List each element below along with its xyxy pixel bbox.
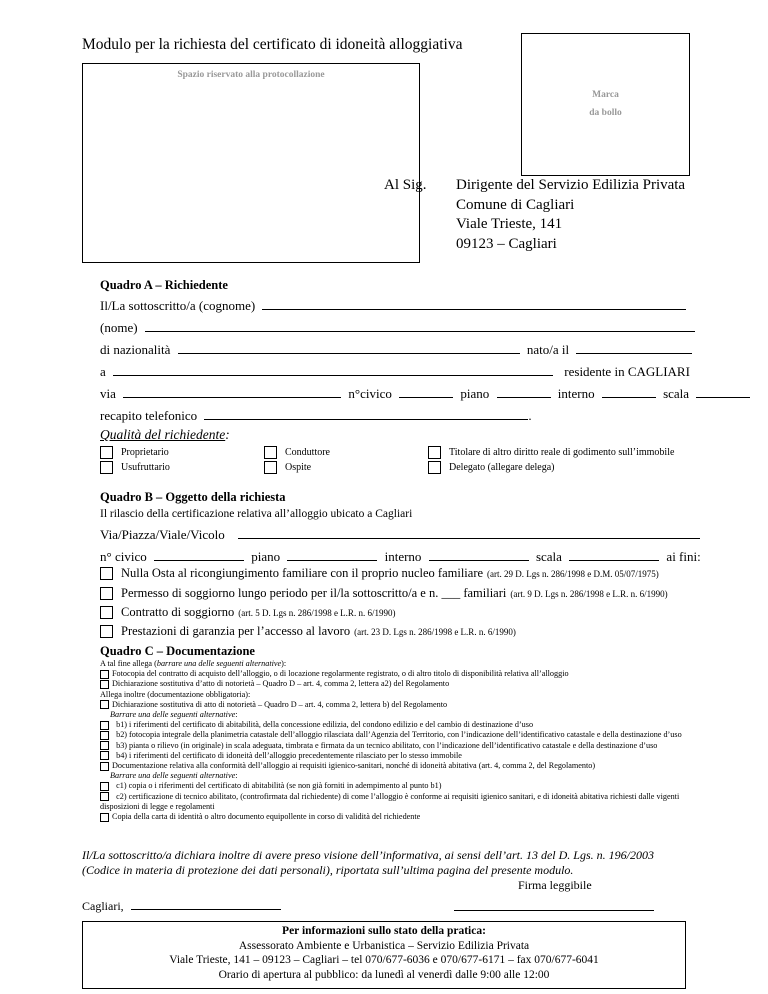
b-civico-label: n° civico — [100, 549, 147, 564]
row-b-civico — [100, 549, 701, 565]
footer-line: Orario di apertura al pubblico: da lunedì al venerdì dalle 9:00 alle 12:00 — [218, 968, 550, 981]
c-b4[interactable]: b4) i riferimenti del certificato di idoneità dell’alloggio precedentemente rilasciato per lo stesso immobile — [100, 751, 690, 761]
c-c2[interactable]: c2) certificazione di tecnico abilitato, (controfirmata dal richiedente) di come l’alloggio è conforme ai requisiti igienico sanitari, e di idoneità abitativa richiesti dalle vigenti disposizioni di legge e regolamenti — [100, 791, 680, 811]
row-recapito: recapito telefonico . — [100, 408, 532, 423]
option-usufruttario[interactable]: Usufruttario — [100, 461, 170, 474]
nato-il-label: nato/a il — [526, 342, 570, 357]
quadro-b-title: Quadro B – Oggetto della richiesta — [100, 490, 286, 504]
c-intro: A tal fine allega (barrare una delle seguenti alternative): — [100, 659, 287, 668]
address-line: Dirigente del Servizio Edilizia Privata — [456, 177, 686, 193]
b-via-label: Via/Piazza/Viale/Vicolo — [100, 527, 225, 542]
checkbox[interactable] — [100, 741, 109, 750]
quadro-a-title: Quadro A – Richiedente — [100, 278, 228, 292]
checkbox[interactable] — [100, 680, 109, 689]
info-footer — [82, 921, 686, 989]
c-b2[interactable]: b2) fotocopia integrale della planimetria catastale dell’alloggio rilasciata dall’Agenzia del Territorio, con l’indicazione dell’identificativo catastale e della destinazione d’uso — [100, 730, 690, 740]
checkbox[interactable] — [100, 751, 109, 760]
scope-permesso[interactable]: Permesso di soggiorno lungo periodo per il/la sottoscritto/a e n. ___ familiari (art. 9 D. Lgs n. 286/1998 e L.R. n. 6/1990) — [100, 586, 668, 601]
date-line — [82, 898, 281, 914]
c-alt2[interactable]: Dichiarazione sostitutiva d’atto di notorietà – Quadro D – art. 4, comma 2, lettera a2) del Regolamento — [100, 679, 690, 689]
c-dich-b[interactable]: Dichiarazione sostitutiva di atto di notorietà – Quadro D – art. 4, comma 2, lettera b) del Regolamento — [100, 700, 690, 710]
checkbox[interactable] — [100, 792, 109, 801]
checkbox[interactable] — [100, 625, 113, 638]
privacy-declaration: Il/La sottoscritto/a dichiara inoltre di avere preso visione dell’informativa, ai sensi dell’art. 13 del D. Lgs. n. 196/2003 (Codice in materia di protezione dei dati personali), riportata sull’ultima pagina del presente modulo. — [82, 848, 654, 877]
cognome-label: Il/La sottoscritto/a (cognome) — [100, 298, 256, 313]
interno-label: interno — [557, 386, 595, 401]
quadro-c-title: Quadro C – Documentazione — [100, 644, 255, 658]
quadro-b-intro: Il rilascio della certificazione relativa all’alloggio ubicato a Cagliari — [100, 508, 413, 520]
nazionalita-field[interactable] — [178, 342, 520, 354]
checkbox[interactable] — [100, 721, 109, 730]
b-piano-field[interactable] — [287, 549, 377, 561]
address-prefix: Al Sig. — [384, 177, 427, 193]
b-scala-field[interactable] — [569, 549, 659, 561]
option-conduttore[interactable]: Conduttore — [264, 446, 330, 459]
checkbox[interactable] — [264, 461, 277, 474]
residente-label: residente in CAGLIARI — [564, 364, 690, 379]
c-conf[interactable]: Documentazione relativa alla conformità dell’alloggio ai requisiti igienico-sanitari, nonché di idoneità abitativa (art. 4, comma 2, del Regolamento) — [100, 761, 690, 771]
scope-ricongiungimento[interactable]: Nulla Osta al ricongiungimento familiare con il proprio nucleo familiare (art. 29 D. Lgs n. 286/1998 e D.M. 05/07/1975) — [100, 566, 659, 581]
scala-label: scala — [663, 386, 690, 401]
footer-line: Viale Trieste, 141 – 09123 – Cagliari – tel 070/677-6036 e 070/677-6171 – fax 070/677-6041 — [169, 954, 599, 966]
nato-il-field[interactable] — [576, 342, 692, 354]
page-title: Modulo per la richiesta del certificato di idoneità alloggiativa — [82, 36, 463, 53]
option-titolare[interactable]: Titolare di altro diritto reale di godimento sull’immobile — [428, 446, 674, 459]
address-line: 09123 – Cagliari — [456, 235, 557, 252]
row-nazionalita — [100, 342, 692, 358]
recapito-field[interactable] — [204, 408, 528, 420]
footer-title: Per informazioni sullo stato della pratica: — [282, 925, 486, 937]
checkbox[interactable] — [100, 446, 113, 459]
b-scala-label: scala — [535, 549, 562, 564]
checkbox[interactable] — [100, 762, 109, 771]
date-field[interactable] — [131, 898, 281, 910]
scala-field[interactable] — [696, 386, 750, 398]
option-proprietario[interactable]: Proprietario — [100, 446, 169, 459]
row-luogo — [100, 364, 690, 380]
checkbox[interactable] — [428, 446, 441, 459]
c-alt1[interactable]: Fotocopia del contratto di acquisto dell’alloggio, o di locazione regolarmente registrato, o di altro titolo di disponibilità relativa all’alloggio — [100, 669, 690, 679]
checkbox[interactable] — [100, 782, 109, 791]
stamp-box — [521, 33, 690, 176]
nazionalita-label: di nazionalità — [100, 342, 171, 357]
b-interno-field[interactable] — [429, 549, 529, 561]
cognome-field[interactable] — [262, 298, 686, 310]
stamp-label-1: Marca — [592, 90, 619, 100]
option-delegato[interactable]: Delegato (allegare delega) — [428, 461, 555, 474]
c-barrare1: Barrare una delle seguenti alternative: — [110, 710, 238, 720]
c-barrare2: Barrare una delle seguenti alternative: — [110, 771, 238, 781]
c-b3[interactable]: b3) pianta o rilievo (in originale) in scala adeguata, timbrata e firmata da un tecnico abilitato, con l’indicazione dell’identificativo catastale e della destinazione d’uso — [100, 741, 690, 751]
city-label: Cagliari, — [82, 899, 124, 913]
scope-contratto[interactable]: Contratto di soggiorno (art. 5 D. Lgs n. 286/1998 e L.R. n. 6/1990) — [100, 605, 395, 620]
via-label: via — [100, 386, 116, 401]
nome-field[interactable] — [145, 320, 695, 332]
checkbox[interactable] — [100, 461, 113, 474]
option-ospite[interactable]: Ospite — [264, 461, 311, 474]
c-b1[interactable]: b1) i riferimenti del certificato di abitabilità, della concessione edilizia, del condono edilizio e del cambio di destinazione d’uso — [100, 720, 690, 730]
recapito-label: recapito telefonico — [100, 408, 198, 423]
luogo-field[interactable] — [113, 364, 553, 376]
row-nome — [100, 320, 695, 336]
c-c1[interactable]: c1) copia o i riferimenti del certificato di abitabilità (se non già forniti in adempimento al punto b1) — [100, 781, 690, 791]
checkbox[interactable] — [100, 587, 113, 600]
checkbox[interactable] — [100, 700, 109, 709]
c-also: Allega inoltre (documentazione obbligatoria): — [100, 689, 251, 699]
nome-label: (nome) — [100, 320, 138, 335]
row-via — [100, 386, 750, 402]
b-fini-label: ai fini: — [666, 549, 701, 564]
b-piano-label: piano — [251, 549, 281, 564]
interno-field[interactable] — [602, 386, 656, 398]
c-id[interactable]: Copia della carta di identità o altro documento equipollente in corso di validità del richiedente — [100, 812, 690, 822]
row-b-via — [100, 527, 700, 543]
checkbox[interactable] — [100, 606, 113, 619]
civico-field[interactable] — [399, 386, 453, 398]
civico-label: n°civico — [348, 386, 392, 401]
checkbox[interactable] — [100, 813, 109, 822]
b-civico-field[interactable] — [154, 549, 244, 561]
documentation-list — [100, 659, 690, 822]
address-line: Viale Trieste, 141 — [456, 216, 563, 232]
protocol-box — [82, 63, 420, 263]
row-cognome — [100, 298, 686, 314]
b-interno-label: interno — [384, 549, 422, 564]
footer-line: Assessorato Ambiente e Urbanistica – Servizio Edilizia Privata — [238, 939, 530, 952]
qualita-label: Qualità del richiedente: — [100, 427, 230, 442]
recipient-address — [384, 176, 685, 254]
luogo-label: a — [100, 364, 106, 379]
stamp-label-2: da bollo — [589, 108, 622, 118]
checkbox[interactable] — [100, 567, 113, 580]
checkbox[interactable] — [428, 461, 441, 474]
checkbox[interactable] — [264, 446, 277, 459]
protocol-label: Spazio riservato alla protocollazione — [177, 70, 325, 80]
via-field[interactable] — [123, 386, 341, 398]
signature-line[interactable] — [454, 898, 654, 916]
piano-field[interactable] — [497, 386, 551, 398]
scope-garanzia[interactable]: Prestazioni di garanzia per l’accesso al lavoro (art. 23 D. Lgs n. 286/1998 e L.R. n. 6/1990) — [100, 624, 516, 639]
piano-label: piano — [460, 386, 490, 401]
b-via-field[interactable] — [238, 527, 700, 539]
checkbox[interactable] — [100, 670, 109, 679]
signature-label: Firma leggibile — [518, 878, 592, 892]
checkbox[interactable] — [100, 731, 109, 740]
address-line: Comune di Cagliari — [456, 196, 575, 213]
